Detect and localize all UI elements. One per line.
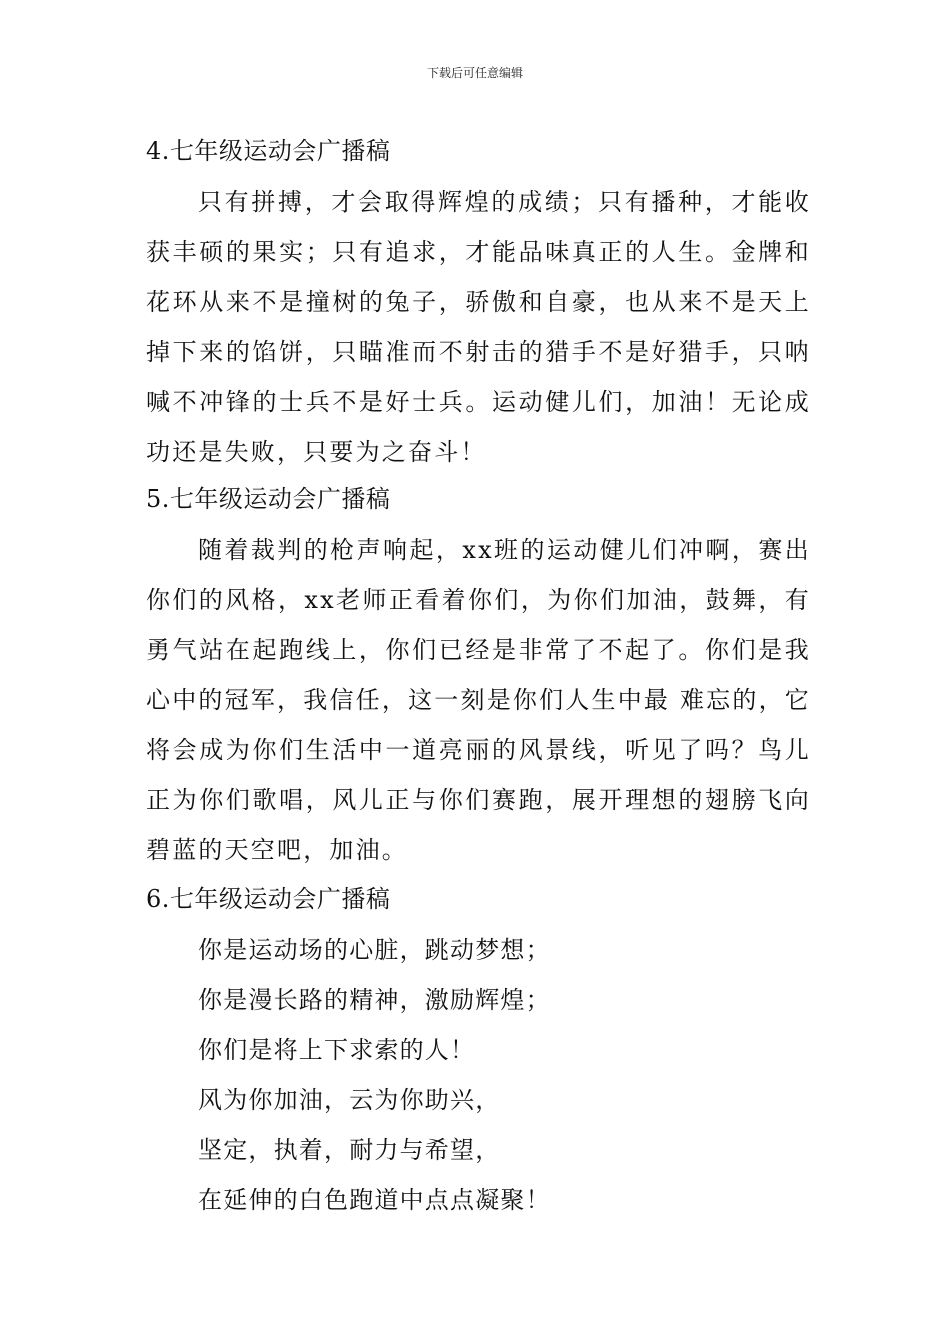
section-heading-6: 6.七年级运动会广播稿 [146, 885, 391, 913]
poem-line: 风为你加油，云为你助兴， [198, 1086, 501, 1114]
page-header-note: 下载后可任意编辑 [426, 66, 523, 80]
poem-block [146, 925, 811, 1225]
section-paragraph-4: 只有拼搏，才会取得辉煌的成绩；只有播种，才能收获丰硕的果实；只有追求，才能品味真正的人生。金牌和花环从来不是撞树的兔子，骄傲和自豪，也从来不是天上掉下来的馅饼，只瞄准而不射击的猎手不是好猎手，只呐喊不冲锋的士兵不是好士兵。运动健儿们，加油！无论成功还是失败，只要为之奋斗！ [146, 188, 811, 466]
poem-line: 你们是将上下求索的人！ [198, 1036, 476, 1064]
poem-line: 你是运动场的心脏，跳动梦想； [198, 936, 551, 964]
section-paragraph-5: 随着裁判的枪声响起，xx班的运动健儿们冲啊，赛出你们的风格，xx老师正看着你们，为你们加油，鼓舞，有勇气站在起跑线上，你们已经是非常了不起了。你们是我心中的冠军，我信任，这一刻是你们人生中最 难忘的，它将会成为你们生活中一道亮丽的风景线，听见了吗？鸟儿正为你们歌唱，风儿正与你们赛跑，展开理想的翅膀飞向碧蓝的天空吧，加油。 [146, 536, 811, 864]
document-body [146, 127, 811, 1225]
poem-line: 你是漫长路的精神，激励辉煌； [198, 986, 551, 1014]
section-heading-4: 4.七年级运动会广播稿 [146, 137, 391, 165]
section-heading-5: 5.七年级运动会广播稿 [146, 485, 391, 513]
poem-line: 坚定，执着，耐力与希望， [198, 1136, 501, 1164]
poem-line: 在延伸的白色跑道中点点凝聚！ [198, 1186, 551, 1214]
